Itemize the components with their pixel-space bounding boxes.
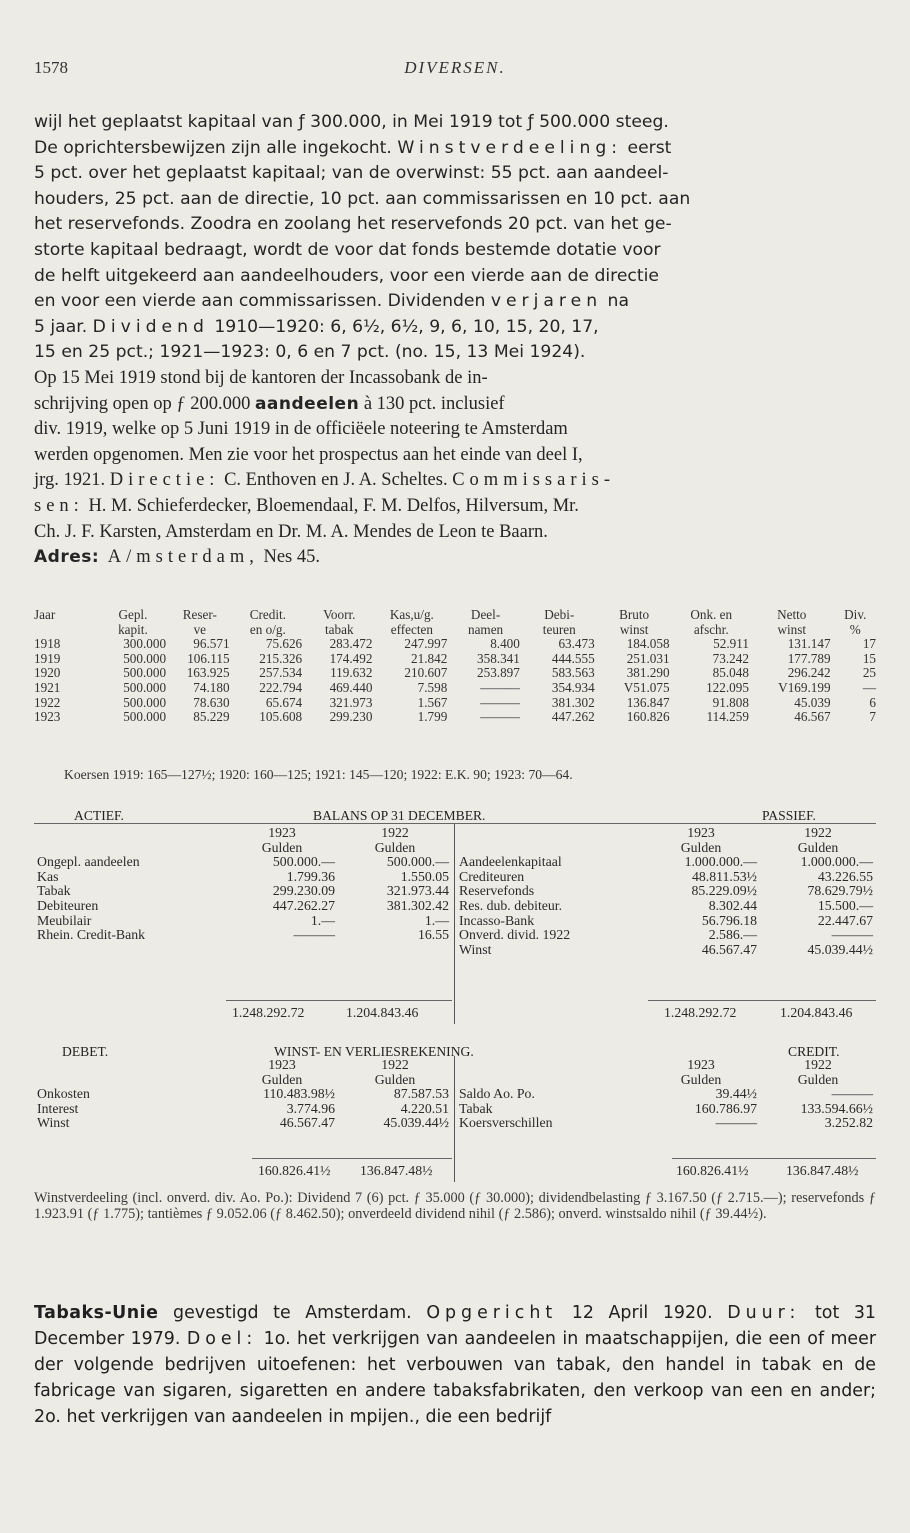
text-line: Op 15 Mei 1919 stond bij de kantoren der Incassobank de in- — [34, 367, 488, 388]
balans-row: Crediteuren 48.811.53½ 43.226.55 — [459, 868, 873, 884]
table-row: 1921 500.000 74.180 222.794 469.440 7.598 ——— 354.934 V51.075 122.095 V169.199 — — [34, 679, 876, 695]
keyword-aandeelen: aandeelen — [254, 393, 360, 414]
balans-row: Debiteuren 447.262.27 381.302.42 — [37, 897, 449, 913]
winst-row: Tabak 160.786.97 133.594.66½ — [459, 1100, 873, 1116]
company-description — [34, 110, 876, 571]
keyword-verjaren: verjaren — [490, 291, 603, 312]
statistics-table — [32, 608, 878, 725]
keyword-dividend: Dividend — [92, 316, 209, 337]
text-line: wijl het geplaatst kapitaal van ƒ 300.000, in Mei 1919 tot ƒ 500.000 steeg. — [34, 112, 669, 132]
keyword-commissarissen: Commissaris- — [452, 470, 615, 491]
text-line: 5 jaar. Dividend 1910—1920: 6, 6½, 6½, 9, 6, 10, 15, 20, 17, — [34, 316, 599, 337]
keyword-winstverdeeling: Winstverdeeling: — [397, 137, 623, 158]
balans-right-total-b: 1.204.843.46 — [780, 1005, 853, 1020]
divider — [34, 823, 876, 824]
winst-row: Interest 3.774.96 4.220.51 — [37, 1100, 449, 1116]
text-line: het reservefonds. Zoodra en zoolang het reservefonds 20 pct. van het ge- — [34, 214, 672, 235]
text-line: 5 pct. over het geplaatst kapitaal; van de overwinst: 55 pct. aan aandeel- — [34, 163, 669, 184]
winst-left-title: DEBET. — [62, 1044, 109, 1059]
balans-left-title: ACTIEF. — [74, 808, 124, 823]
page-number: 1578 — [34, 58, 68, 77]
winstverdeeling-note: Winstverdeeling (incl. onverd. div. Ao. Po.): Dividend 7 (6) pct. ƒ 35.000 (ƒ 30.000); dividendbelasting ƒ 3.167.50 (ƒ 2.715.—); reservefonds ƒ 1.923.91 (ƒ 1.775); tantièmes ƒ 9.052.06 (ƒ 8.462.50); onverdeeld dividend nihil (ƒ 2.586); onverd. winstsaldo nihil (ƒ 39.44½). — [34, 1190, 876, 1223]
text-line: sen: H. M. Schieferdecker, Bloemendaal, F. M. Delfos, Hilversum, Mr. — [34, 495, 579, 516]
table-row: 1919 500.000 106.115 215.326 174.492 21.842 358.341 444.555 251.031 73.242 177.789 15 — [34, 650, 876, 666]
table-header-row: Jaar Gepl. Reser- Credit. Voorr. Kas,u/g. Deel- Debi- Bruto Onk. en Netto Div. — [34, 607, 867, 622]
text-line: houders, 25 pct. aan de directie, 10 pct. aan commissarissen en 10 pct. aan — [34, 188, 691, 209]
balans-row: Incasso-Bank 56.796.18 22.447.67 — [459, 912, 873, 928]
balans-row: Onverd. divid. 1922 2.586.— ——— — [459, 927, 873, 943]
balans-row: Reservefonds 85.229.09½ 78.629.79½ — [459, 883, 873, 899]
keyword-directie: Directie: — [109, 470, 220, 491]
winst-right-total-a: 160.826.41½ — [676, 1163, 749, 1178]
text-line: De oprichtersbewijzen zijn alle ingekocht. Winstverdeeling: eerst — [34, 137, 672, 158]
text-line: storte kapitaal bedraagt, wordt de voor dat fonds bestemde dotatie voor — [34, 239, 661, 260]
winst-left-total-b: 136.847.48½ — [360, 1163, 433, 1178]
text-line: werden opgenomen. Men zie voor het prospectus aan het einde van deel I, — [34, 444, 583, 465]
balans-row: Winst 46.567.47 45.039.44½ — [459, 941, 873, 957]
table-header-row: kapit. ve en o/g. tabak effecten namen teuren winst afschr. winst % — [118, 621, 861, 637]
balans-left-total-b: 1.204.843.46 — [346, 1005, 419, 1020]
tabaks-unie-entry: Tabaks-Unie gevestigd te Amsterdam. Opgericht 12 April 1920. Duur: tot 31 December 1979. Doel: 1o. het verkrijgen van aandeelen in maatschappijen, die een of meer der volgende bedrijven uitoefenen: het verbouwen van tabak, den handel in tabak en de fabricage van sigaren, sigaretten en andere tabaksfabrikaten, den verkoop van een en ander; 2o. het verkrijgen van aandeelen in mpijen., die een bedrijf — [34, 1303, 876, 1427]
winst-credit-table: 1923 1922 Gulden Gulden Saldo Ao. Po. 39.44½ ——— Tabak 160.786.97 133.594.66½ Koersverschillen ——— 3.252.82 — [456, 1058, 876, 1131]
page-title: DIVERSEN. — [404, 58, 506, 77]
table-row: 1920 500.000 163.925 257.534 119.632 210.607 253.897 583.563 381.290 85.048 296.242 25 — [34, 665, 876, 681]
koersen-line: Koersen 1919: 165—127½; 1920: 160—125; 1921: 145—120; 1922: E.K. 90; 1923: 70—64. — [64, 767, 573, 782]
winst-row: Saldo Ao. Po. 39.44½ ——— — [459, 1086, 873, 1102]
divider — [252, 1158, 452, 1159]
company-name: Tabaks-Unie — [34, 1303, 159, 1323]
text-line: Ch. J. F. Karsten, Amsterdam en Dr. M. A. Mendes de Leon te Baarn. — [34, 521, 548, 542]
text-line: schrijving open op ƒ 200.000 aandeelen à 130 pct. inclusief — [34, 393, 505, 414]
divider — [648, 1000, 876, 1001]
table-row: 1923 500.000 85.229 105.608 299.230 1.799 ——— 447.262 160.826 114.259 46.567 7 — [34, 709, 876, 725]
text-line: Adres: A/msterdam, Nes 45. — [34, 547, 320, 568]
divider — [226, 1000, 452, 1001]
keyword-adres: Adres: — [34, 547, 100, 568]
balans-row: Rhein. Credit-Bank ——— 16.55 — [37, 927, 449, 943]
balans-actief-table: 1923 1922 Gulden Gulden Ongepl. aandeelen 500.000.— 500.000.— Kas 1.799.36 1.550.05 Tabak 299.230.09 321.973.44 Debiteuren 447.262.27 381.302.42 Meubilair 1.— 1.— Rhein. Credit-Bank ——— 16.55 — [34, 826, 452, 943]
balans-right-title: PASSIEF. — [762, 808, 816, 823]
page-header — [34, 58, 876, 88]
table-row: 1922 500.000 78.630 65.674 321.973 1.567 ——— 381.302 136.847 91.808 45.039 6 — [34, 694, 876, 710]
divider — [454, 1056, 455, 1182]
balans-row: Tabak 299.230.09 321.973.44 — [37, 883, 449, 899]
text-line: div. 1919, welke op 5 Juni 1919 in de officiëele noteering te Amsterdam — [34, 419, 568, 440]
winst-right-total-b: 136.847.48½ — [786, 1163, 859, 1178]
balans-row: Meubilair 1.— 1.— — [37, 912, 449, 928]
balans-title: BALANS OP 31 DECEMBER. — [313, 808, 486, 823]
winst-row: Onkosten 110.483.98½ 87.587.53 — [37, 1086, 449, 1102]
winst-row: Winst 46.567.47 45.039.44½ — [37, 1115, 449, 1131]
balans-row: Res. dub. debiteur. 8.302.44 15.500.— — [459, 897, 873, 913]
balans-row: Kas 1.799.36 1.550.05 — [37, 868, 449, 884]
table-row: 1918 300.000 96.571 75.626 283.472 247.997 8.400 63.473 184.058 52.911 131.147 17 — [34, 636, 876, 652]
divider — [672, 1158, 876, 1159]
winst-right-title: CREDIT. — [788, 1044, 840, 1059]
winst-row: Koersverschillen ——— 3.252.82 — [459, 1115, 873, 1131]
balans-row: Aandeelenkapitaal 1.000.000.— 1.000.000.— — [459, 854, 873, 870]
balans-passief-table: 1923 1922 Gulden Gulden Aandeelenkapitaal 1.000.000.— 1.000.000.— Crediteuren 48.811.53½ 43.226.55 Reservefonds 85.229.09½ 78.629.79½ Res. dub. debiteur. 8.302.44 15.500.— Incasso-Bank 56.796.18 22.447.67 Onverd. divid. 1922 2.586.— ——— Winst 46.567.47 45.039.44½ — [456, 826, 876, 957]
text-line: 15 en 25 pct.; 1921—1923: 0, 6 en 7 pct. (no. 15, 13 Mei 1924). — [34, 342, 586, 363]
balans-left-total-a: 1.248.292.72 — [232, 1005, 305, 1020]
balans-row: Ongepl. aandeelen 500.000.— 500.000.— — [37, 854, 449, 870]
divider — [454, 824, 455, 1024]
winst-debet-table: 1923 1922 Gulden Gulden Onkosten 110.483.98½ 87.587.53 Interest 3.774.96 4.220.51 Winst 46.567.47 45.039.44½ — [34, 1058, 452, 1131]
text-line: de helft uitgekeerd aan aandeelhouders, voor een vierde aan de directie — [34, 265, 659, 286]
balans-right-total-a: 1.248.292.72 — [664, 1005, 737, 1020]
winst-left-total-a: 160.826.41½ — [258, 1163, 331, 1178]
winst-title: WINST- EN VERLIESREKENING. — [274, 1044, 474, 1059]
text-line: en voor een vierde aan commissarissen. Dividenden verjaren na — [34, 291, 629, 312]
text-line: jrg. 1921. Directie: C. Enthoven en J. A. Scheltes. Commissaris- — [34, 470, 615, 491]
